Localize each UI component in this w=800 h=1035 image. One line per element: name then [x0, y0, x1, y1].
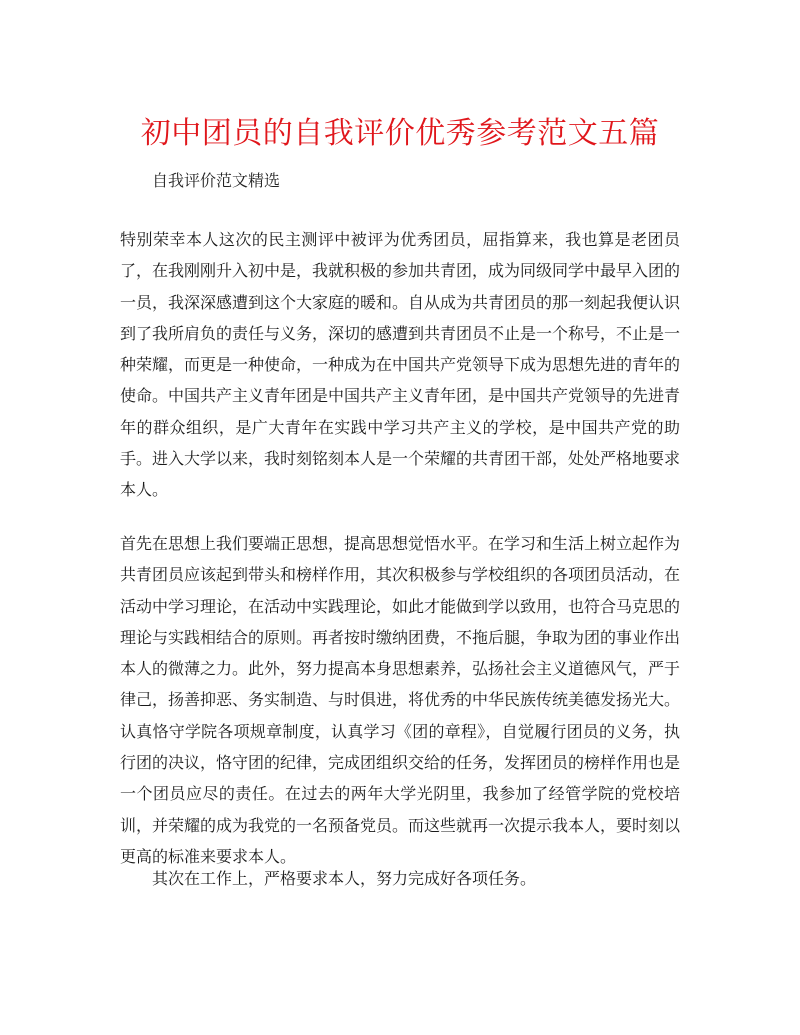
document-title: 初中团员的自我评价优秀参考范文五篇 [140, 116, 660, 151]
paragraph-1: 特别荣幸本人这次的民主测评中被评为优秀团员，屈指算来，我也算是老团员了，在我刚刚升入初中是，我就积极的参加共青团，成为同级同学中最早入团的一员，我深深感遭到这个大家庭的暖和。自从成为共青团员的那一刻起我便认识到了我所肩负的责任与义务，深切的感遭到共青团员不止是一个称号，不止是一种荣耀，而更是一种使命，一种成为在中国共产党领导下成为思想先进的青年的使命。中国共产主义青年团是中国共产主义青年团，是中国共产党领导的先进青年的群众组织，是广大青年在实践中学习共产主义的学校，是中国共产党的助手。进入大学以来，我时刻铭刻本人是一个荣耀的共青团干部，处处严格地要求本人。 [120, 230, 681, 500]
document-subtitle: 自我评价范文精选 [152, 171, 281, 190]
paragraph-2: 首先在思想上我们要端正思想，提高思想觉悟水平。在学习和生活上树立起作为共青团员应该起到带头和榜样作用，其次积极参与学校组织的各项团员活动，在活动中学习理论，在活动中实践理论，如此才能做到学以致用，也符合马克思的理论与实践相结合的原则。再者按时缴纳团费，不拖后腿，争取为团的事业作出本人的微薄之力。此外，努力提高本身思想素养，弘扬社会主义道德风气，严于律己，扬善抑恶、务实制造、与时俱进，将优秀的中华民族传统美德发扬光大。认真恪守学院各项规章制度，认真学习《团的章程》，自觉履行团员的义务，执行团的决议，恪守团的纪律，完成团组织交给的任务，发挥团员的榜样作用也是一个团员应尽的责任。在过去的两年大学光阴里，我参加了经管学院的党校培训，并荣耀的成为我党的一名预备党员。而这些就再一次提示我本人，要时刻以更高的标准来要求本人。 [120, 534, 681, 866]
paragraph-3: 其次在工作上，严格要求本人，努力完成好各项任务。 [152, 869, 537, 888]
